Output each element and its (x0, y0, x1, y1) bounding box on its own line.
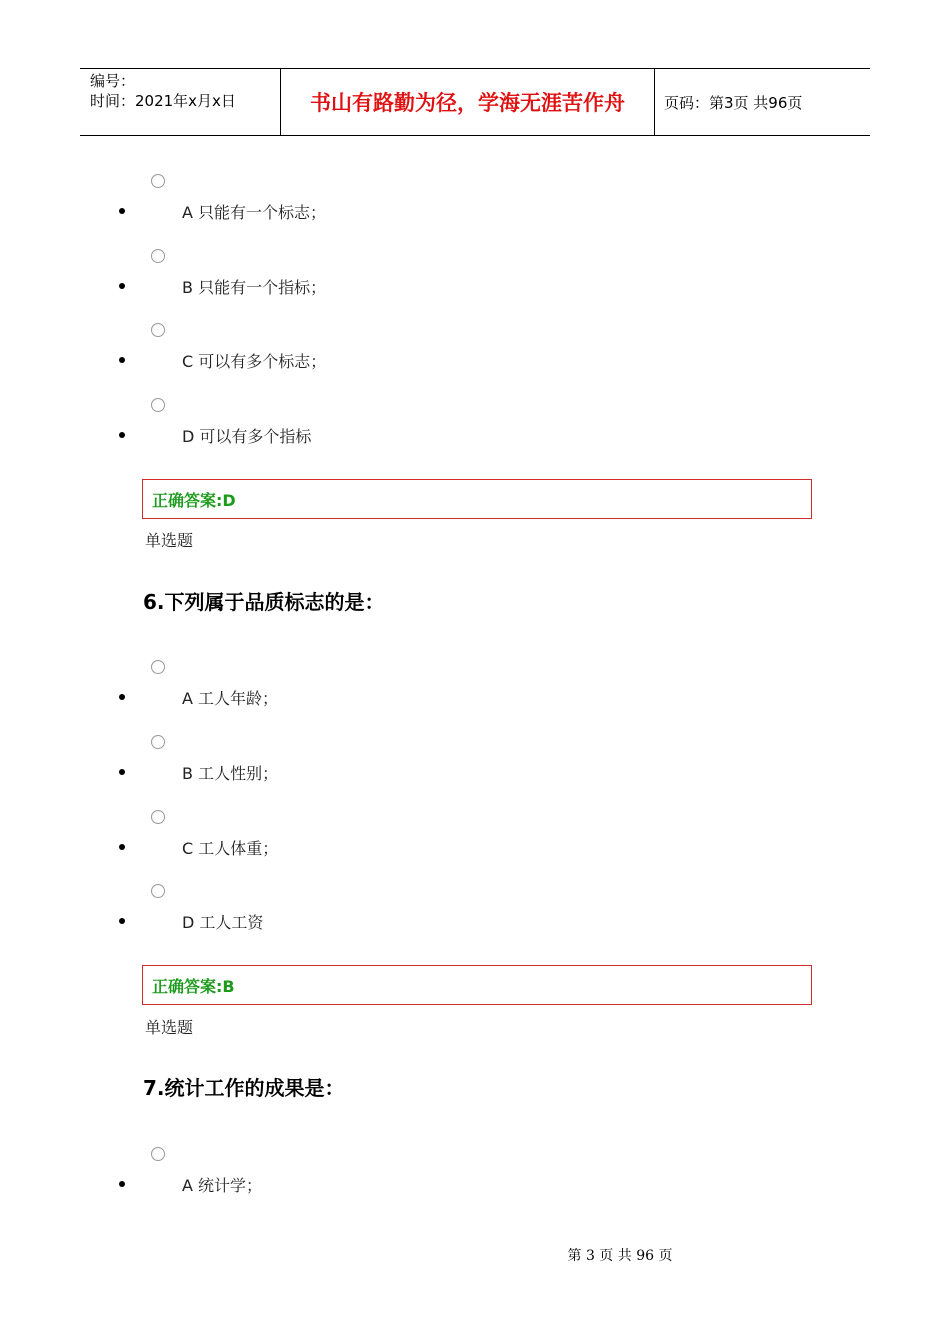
answer-box-q5: 正确答案:D (142, 479, 812, 519)
option-q6-a: A 工人年龄； (182, 689, 279, 708)
bullet-icon (119, 432, 125, 438)
header-page-label: 页码：第3页 共96页 (664, 93, 803, 112)
option-q7-a: A 统计学； (182, 1176, 263, 1195)
bullet-icon (119, 357, 125, 363)
page-footer: 第 3 页 共 96 页 (567, 1248, 673, 1264)
question-title-q6: 6.下列属于品质标志的是： (143, 590, 385, 614)
bullet-icon (119, 769, 125, 775)
bullet-icon (119, 208, 125, 214)
option-q6-b: B 工人性别； (182, 764, 279, 783)
radio-button-q5-b[interactable] (151, 249, 165, 263)
radio-button-q5-c[interactable] (151, 323, 165, 337)
question-type-q6: 单选题 (145, 531, 194, 550)
question-title-q7: 7.统计工作的成果是： (143, 1076, 345, 1100)
radio-button-q6-b[interactable] (151, 735, 165, 749)
radio-button-q5-d[interactable] (151, 398, 165, 412)
date-label: 时间：2021年x月x日 (90, 92, 236, 110)
bullet-icon (119, 918, 125, 924)
page-header (80, 68, 870, 136)
answer-box-q6: 正确答案:B (142, 965, 812, 1005)
radio-button-q6-c[interactable] (151, 810, 165, 824)
option-q5-c: C 可以有多个标志； (182, 352, 327, 371)
option-q5-a: A 只能有一个标志； (182, 203, 327, 222)
bullet-icon (119, 694, 125, 700)
question-type-q7: 单选题 (145, 1018, 194, 1037)
number-label: 编号： (90, 72, 136, 90)
option-q6-c: C 工人体重； (182, 839, 279, 858)
radio-button-q5-a[interactable] (151, 174, 165, 188)
bullet-icon (119, 1181, 125, 1187)
radio-button-q6-a[interactable] (151, 660, 165, 674)
option-q5-b: B 只能有一个指标； (182, 278, 327, 297)
bullet-icon (119, 844, 125, 850)
option-q6-d: D 工人工资 (182, 913, 264, 932)
radio-button-q6-d[interactable] (151, 884, 165, 898)
option-q5-d: D 可以有多个指标 (182, 427, 312, 446)
header-meta (80, 69, 281, 135)
radio-button-q7-a[interactable] (151, 1147, 165, 1161)
header-motto: 书山有路勤为径，学海无涯苦作舟 (281, 69, 655, 135)
bullet-icon (119, 283, 125, 289)
